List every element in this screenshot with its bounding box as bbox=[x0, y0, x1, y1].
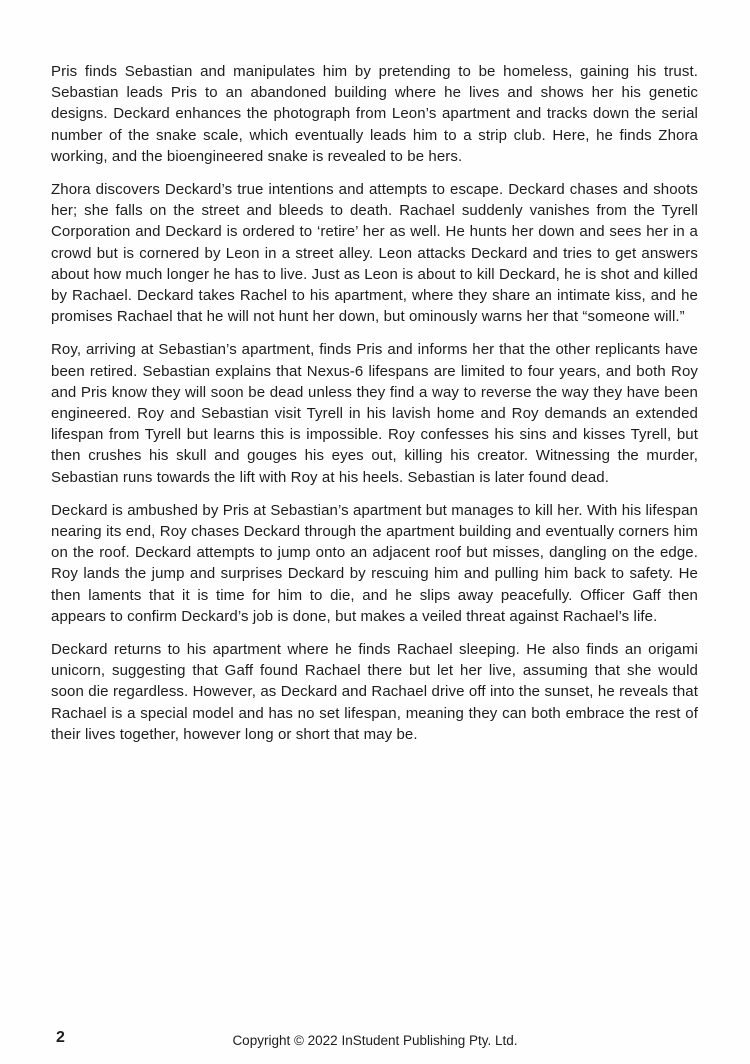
paragraph-4: Deckard is ambushed by Pris at Sebastian’s apartment but manages to kill her. With his lifespan nearing its end, Roy chases Deckard through the apartment building and eventually corners him on the roof. Deckard attempts to jump onto an adjacent roof but misses, dangling on the edge. Roy lands the jump and surprises Deckard by rescuing him and pulling him back to safety. He then laments that it is time for him to die, and he slips away peacefully. Officer Gaff then appears to confirm Deckard’s job is done, but makes a veiled threat against Rachael’s life. bbox=[51, 501, 698, 625]
paragraph-2: Zhora discovers Deckard’s true intentions and attempts to escape. Deckard chases and shoots her; she falls on the street and bleeds to death. Rachael suddenly vanishes from the Tyrell Corporation and Deckard is ordered to ‘retire’ her as well. He hunts her down and sees her in a crowd but is cornered by Leon in a street alley. Leon attacks Deckard and tries to get answers about how much longer he has to live. Just as Leon is about to kill Deckard, he is shot and killed by Rachael. Deckard takes Rachel to his apartment, where they share an intimate kiss, and he promises Rachael that he will not hunt her down, but ominously warns her that “someone will.” bbox=[51, 181, 698, 326]
paragraph-5: Deckard returns to his apartment where he finds Rachael sleeping. He also finds an origami unicorn, suggesting that Gaff found Rachael there but let her live, assuming that she would soon die regardless. However, as Deckard and Rachael drive off into the sunset, he reveals that Rachael is a special model and has no set lifespan, meaning they can both embrace the rest of their lives together, however long or short that may be. bbox=[51, 641, 698, 743]
paragraph-1: Pris finds Sebastian and manipulates him by pretending to be homeless, gaining his trust. Sebastian leads Pris to an abandoned building where he lives and shows her his genetic designs. Deckard enhances the photograph from Leon’s apartment and tracks down the serial number of the snake scale, which eventually leads him to a strip club. Here, he finds Zhora working, and the bioengineered snake is revealed to be hers. bbox=[51, 63, 698, 165]
page-number: 2 bbox=[56, 1029, 65, 1046]
copyright-notice: Copyright © 2022 InStudent Publishing Pty. Ltd. bbox=[232, 1033, 518, 1048]
paragraph-3: Roy, arriving at Sebastian’s apartment, finds Pris and informs her that the other replicants have been retired. Sebastian explains that Nexus-6 lifespans are limited to four years, and both Roy and Pris know they will soon be dead unless they find a way to reverse the way they have been engineered. Roy and Sebastian visit Tyrell in his lavish home and Roy demands an extended lifespan from Tyrell but learns this is impossible. Roy confesses his sins and kisses Tyrell, but then crushes his skull and gouges his eyes out, killing his creator. Witnessing the murder, Sebastian runs towards the lift with Roy at his heels. Sebastian is later found dead. bbox=[51, 341, 698, 486]
plot-summary-text bbox=[51, 61, 698, 757]
